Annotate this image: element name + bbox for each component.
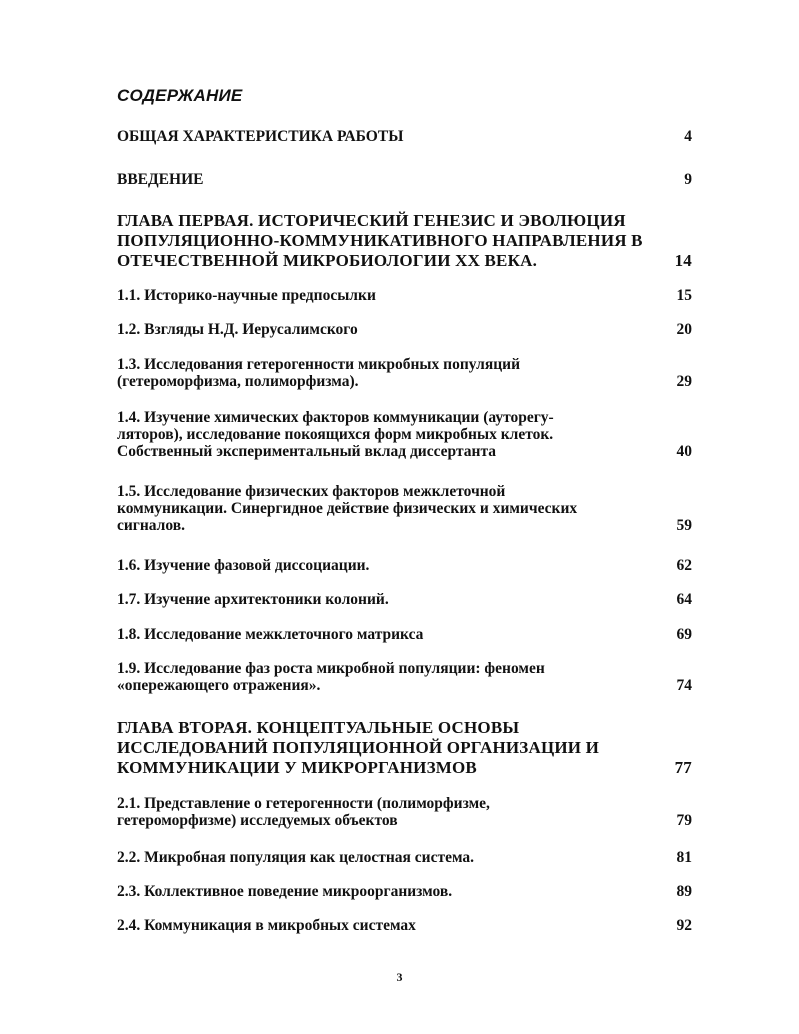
toc-entry-line: сигналов. bbox=[117, 517, 185, 534]
toc-entry-title: 1.1. Историко-научные предпосылки bbox=[117, 287, 376, 304]
toc-entry-title: 2.4. Коммуникация в микробных системах bbox=[117, 917, 416, 934]
toc-page-number: 81 bbox=[676, 849, 692, 866]
toc-entry-title: ВВЕДЕНИЕ bbox=[117, 171, 204, 188]
toc-page-number: 14 bbox=[674, 251, 692, 270]
toc-entry-line: 1.5. Исследование физических факторов межклеточной bbox=[117, 483, 506, 500]
toc-page-number: 92 bbox=[676, 917, 692, 934]
toc-entry-line: ГЛАВА ВТОРАЯ. КОНЦЕПТУАЛЬНЫЕ ОСНОВЫ bbox=[117, 718, 520, 737]
toc-entry-line: ИССЛЕДОВАНИЙ ПОПУЛЯЦИОННОЙ ОРГАНИЗАЦИИ И bbox=[117, 738, 600, 757]
toc-entry-line: (гетероморфизма, полиморфизма). bbox=[117, 373, 359, 390]
toc-entry-line: ГЛАВА ПЕРВАЯ. ИСТОРИЧЕСКИЙ ГЕНЕЗИС И ЭВОЛЮЦИЯ bbox=[117, 211, 626, 230]
toc-entry-2-2 bbox=[117, 849, 692, 866]
toc-entry-general-characteristics bbox=[117, 128, 692, 145]
toc-entry-title: ОБЩАЯ ХАРАКТЕРИСТИКА РАБОТЫ bbox=[117, 128, 404, 145]
toc-entry-line: ОТЕЧЕСТВЕННОЙ МИКРОБИОЛОГИИ XX ВЕКА. bbox=[117, 251, 538, 270]
toc-entry-title: 1.2. Взгляды Н.Д. Иерусалимского bbox=[117, 321, 358, 338]
toc-entry-1-9 bbox=[117, 660, 692, 694]
toc-entry-title: 1.8. Исследование межклеточного матрикса bbox=[117, 626, 424, 643]
toc-entry-2-4 bbox=[117, 917, 692, 934]
toc-entry-line: КОММУНИКАЦИИ У МИКРОРГАНИЗМОВ bbox=[117, 758, 477, 777]
toc-entry-1-6 bbox=[117, 557, 692, 574]
toc-entry-1-3 bbox=[117, 356, 692, 390]
toc-entry-line: «опережающего отражения». bbox=[117, 677, 321, 694]
toc-entry-line: 1.3. Исследования гетерогенности микробных популяций bbox=[117, 356, 521, 373]
toc-page-number: 77 bbox=[674, 758, 692, 777]
toc-entry-line: 1.4. Изучение химических факторов коммуникации (ауторегу- bbox=[117, 409, 554, 426]
toc-entry-line: ляторов), исследование покоящихся форм микробных клеток. bbox=[117, 426, 554, 443]
toc-entry-1-2 bbox=[117, 321, 692, 338]
toc-page-number: 40 bbox=[676, 443, 692, 460]
toc-page-number: 20 bbox=[676, 321, 692, 338]
toc-entry-title: 1.6. Изучение фазовой диссоциации. bbox=[117, 557, 370, 574]
toc-page-number: 29 bbox=[676, 373, 692, 390]
toc-entry-2-1 bbox=[117, 795, 692, 829]
toc-entry-line: Собственный экспериментальный вклад диссертанта bbox=[117, 443, 496, 460]
toc-page-number: 4 bbox=[684, 128, 692, 145]
toc-page-number: 9 bbox=[684, 171, 692, 188]
toc-entry-line: коммуникации. Синергидное действие физических и химических bbox=[117, 500, 578, 517]
toc-entry-1-4 bbox=[117, 409, 692, 460]
toc-page-number: 89 bbox=[676, 883, 692, 900]
toc-entry-1-5 bbox=[117, 483, 692, 534]
toc-entry-title: 2.3. Коллективное поведение микроорганизмов. bbox=[117, 883, 453, 900]
toc-entry-2-3 bbox=[117, 883, 692, 900]
toc-page-number: 62 bbox=[676, 557, 692, 574]
toc-entry-line: ПОПУЛЯЦИОННО-КОММУНИКАТИВНОГО НАПРАВЛЕНИЯ В bbox=[117, 231, 643, 250]
toc-entry-1-1 bbox=[117, 287, 692, 304]
toc-page-number: 79 bbox=[676, 812, 692, 829]
toc-entry-chapter-2 bbox=[117, 718, 692, 778]
contents-heading: СОДЕРЖАНИЕ bbox=[117, 86, 243, 105]
toc-page-number: 59 bbox=[676, 517, 692, 534]
toc-entry-line: 2.1. Представление о гетерогенности (полиморфизме, bbox=[117, 795, 490, 812]
toc-entry-chapter-1 bbox=[117, 211, 692, 271]
toc-page-number: 64 bbox=[676, 591, 692, 608]
toc-entry-1-8 bbox=[117, 626, 692, 643]
toc-page-number: 74 bbox=[676, 677, 692, 694]
page-number: 3 bbox=[396, 970, 403, 984]
toc-entry-introduction bbox=[117, 171, 692, 188]
toc-page-number: 69 bbox=[676, 626, 692, 643]
toc-page-number: 15 bbox=[676, 287, 692, 304]
toc-entry-title: 1.7. Изучение архитектоники колоний. bbox=[117, 591, 389, 608]
toc-entry-line: гетероморфизме) исследуемых объектов bbox=[117, 812, 398, 829]
toc-entry-line: 1.9. Исследование фаз роста микробной популяции: феномен bbox=[117, 660, 545, 677]
toc-entry-title: 2.2. Микробная популяция как целостная система. bbox=[117, 849, 475, 866]
toc-entry-1-7 bbox=[117, 591, 692, 608]
